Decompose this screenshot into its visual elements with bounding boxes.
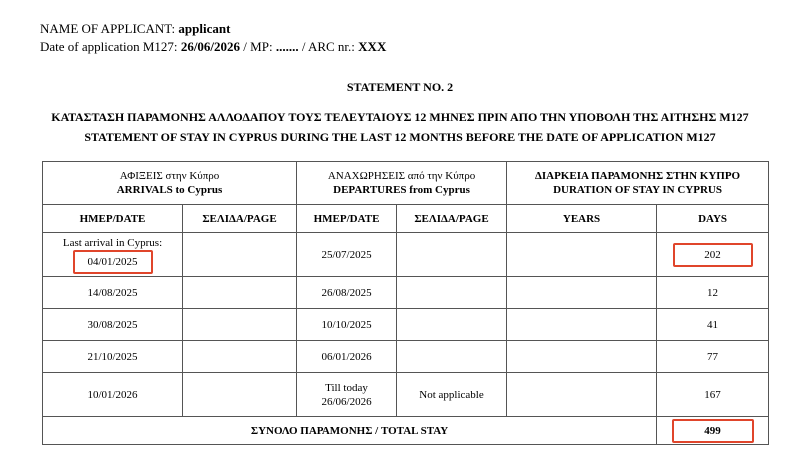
years-cell	[507, 373, 657, 417]
title-english: STATEMENT OF STAY IN CYPRUS DURING THE LAST 12 MONTHS BEFORE THE DATE OF APPLICATION M127	[84, 130, 716, 144]
years-cell	[507, 341, 657, 373]
arc-label: / ARC nr.:	[301, 39, 355, 54]
departures-en: DEPARTURES from Cyprus	[333, 184, 470, 196]
arc-value: XXX	[358, 39, 387, 54]
arrivals-gr: ΑΦΙΞΕΙΣ στην Κύπρο	[119, 170, 220, 182]
till-today-label: Till today	[325, 381, 368, 394]
arrival-date-header: ΗΜΕΡ/DATE	[43, 205, 183, 233]
departure-page-cell	[397, 233, 507, 277]
years-cell	[507, 233, 657, 277]
years-header: YEARS	[507, 205, 657, 233]
days-highlighted: 202	[673, 243, 753, 267]
arrival-page-cell	[183, 341, 297, 373]
departures-group-header	[297, 162, 507, 205]
title-greek: ΚΑΤΑΣΤΑΣΗ ΠΑΡΑΜΟΝΗΣ ΑΛΛΟΔΑΠΟΥ ΤΟΥΣ ΤΕΛΕΥΤΑΙΟΥΣ 12 ΜΗΝΕΣ ΠΡΙΝ ΑΠΟ ΤΗΝ ΥΠΟΒΟΛΗ ΤΗΣ ΑΙΤΗΣΗΣ Μ127	[51, 110, 749, 124]
applicant-value: applicant	[178, 21, 231, 36]
departure-date-cell: 10/10/2025	[297, 309, 397, 341]
days-cell: 77	[657, 341, 769, 373]
days-cell: 12	[657, 277, 769, 309]
arrival-date-highlighted: 04/01/2025	[73, 250, 153, 274]
years-cell	[507, 277, 657, 309]
total-value-highlighted: 499	[672, 419, 754, 443]
days-cell	[657, 233, 769, 277]
departure-page-cell	[397, 277, 507, 309]
duration-gr: ΔΙΑΡΚΕΙΑ ΠΑΡΑΜΟΝΗΣ ΣΤΗΝ ΚΥΠΡΟ	[534, 170, 741, 182]
last-arrival-note: Last arrival in Cyprus:	[62, 236, 163, 249]
applicant-line	[40, 21, 230, 37]
table-row	[43, 373, 769, 417]
duration-en: DURATION OF STAY IN CYPRUS	[553, 184, 722, 196]
departure-page-cell	[397, 309, 507, 341]
arrival-page-cell	[183, 277, 297, 309]
arrival-page-cell	[183, 373, 297, 417]
days-cell: 41	[657, 309, 769, 341]
application-date-label: Date of application M127:	[40, 39, 178, 54]
days-cell: 167	[657, 373, 769, 417]
application-date: 26/06/2026	[180, 39, 241, 54]
table-row	[43, 341, 769, 373]
table-row	[43, 277, 769, 309]
arrivals-en: ARRIVALS to Cyprus	[116, 184, 223, 196]
subheader-row	[43, 205, 769, 233]
departure-page-cell	[397, 341, 507, 373]
mp-value: .......	[275, 39, 299, 54]
departure-date-header: ΗΜΕΡ/DATE	[297, 205, 397, 233]
arrival-date-cell: 21/10/2025	[43, 341, 183, 373]
departure-date-cell: 26/08/2025	[297, 277, 397, 309]
arrival-date-cell: 10/01/2026	[43, 373, 183, 417]
departure-date-cell: 06/01/2026	[297, 341, 397, 373]
arrival-page-cell	[183, 233, 297, 277]
days-header: DAYS	[657, 205, 769, 233]
departures-gr: ΑΝΑΧΩΡΗΣΕΙΣ από την Κύπρο	[327, 170, 476, 182]
arrival-date-cell: 30/08/2025	[43, 309, 183, 341]
duration-group-header	[507, 162, 769, 205]
years-cell	[507, 309, 657, 341]
statement-number: STATEMENT NO. 2	[346, 80, 454, 94]
application-line	[40, 39, 386, 55]
departure-date: 26/06/2026	[321, 395, 372, 408]
table-row	[43, 309, 769, 341]
arrival-date-cell: 14/08/2025	[43, 277, 183, 309]
departure-date-cell	[297, 373, 397, 417]
departure-page-cell: Not applicable	[397, 373, 507, 417]
total-row	[43, 417, 769, 445]
arrival-page-header: ΣΕΛΙΔΑ/PAGE	[183, 205, 297, 233]
arrival-page-cell	[183, 309, 297, 341]
table-row	[43, 233, 769, 277]
arrival-cell	[43, 233, 183, 277]
total-cell	[657, 417, 769, 445]
group-header-row	[43, 162, 769, 205]
departure-page-header: ΣΕΛΙΔΑ/PAGE	[397, 205, 507, 233]
arrivals-group-header	[43, 162, 297, 205]
total-label: ΣΥΝΟΛΟ ΠΑΡΑΜΟΝΗΣ / TOTAL STAY	[43, 417, 657, 445]
mp-label: / MP:	[243, 39, 273, 54]
applicant-label: NAME OF APPLICANT:	[40, 21, 176, 36]
departure-date-cell: 25/07/2025	[297, 233, 397, 277]
stay-table	[42, 161, 769, 445]
